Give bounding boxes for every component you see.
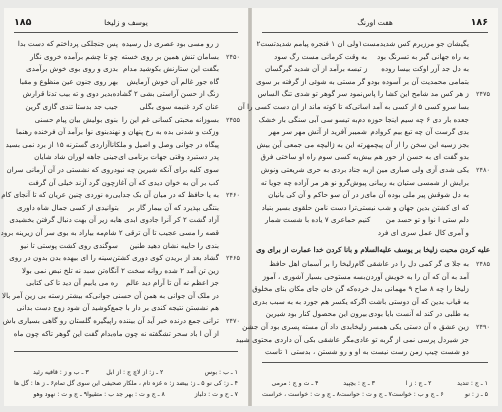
- verse-hemistich-first: به راه جهانی گیر به تسرنگ بود: [377, 51, 469, 61]
- verse-hemistich-first: هم نشستن نتیجه کندی بر دار با جمع: [110, 303, 219, 313]
- footnote-row: [14, 389, 238, 400]
- verse-hemistich-first: کب بر آن به خوان دیدی که آن آغاز: [115, 177, 219, 187]
- verse-line: [260, 164, 490, 177]
- footnote: ۱ ـ ج : تندید: [457, 380, 488, 387]
- verse-hemistich-first: بگفت این ستارنش بکوشید مدام: [122, 64, 219, 74]
- right-poem-body-2: [235, 258, 490, 359]
- right-header-rule: [262, 32, 488, 33]
- verse-line: [12, 202, 240, 215]
- verse-line: [1, 290, 240, 303]
- verse-number: ۲۴۵۵: [226, 115, 240, 124]
- verse-hemistich-first: و آمری کال عمل سری ای فرد: [377, 227, 469, 237]
- footnote: ۹ ـ ج و ت : نهود وهو: [33, 391, 88, 398]
- verse-hemistich-second: آزاردی گسترنه ۱۵ از برد نمی بسید: [5, 139, 110, 149]
- verse-hemistich-first: بنتگی بپذیرد که آن بیمار گار بر: [128, 202, 219, 212]
- verse-hemistich-second: کوشید آن شود زوج دست بدانی: [16, 303, 111, 313]
- verse-hemistich-second: سینه را ای بیهده بدن بدون در روی: [9, 253, 113, 263]
- left-page: [0, 8, 248, 406]
- verse-hemistich-first: که ای کشتن بدین جهان و شب نیستی: [356, 202, 469, 212]
- footnote: ۲ ـ ج : ز ا: [405, 380, 432, 387]
- verse-hemistich-second: به او و رو شستن ، بدستی ۱ تاست: [265, 347, 369, 357]
- verse-hemistich-first: ز رو مسی بود عصری دل رسیده: [121, 39, 219, 48]
- right-page: [235, 8, 498, 406]
- verse-number: ۲۴۵۰: [226, 52, 240, 61]
- left-footnotes: [14, 367, 238, 400]
- right-page-number: ۱۸۶: [470, 17, 488, 28]
- right-footnotes: [262, 378, 488, 400]
- verse-hemistich-first: از آن ا باد سحر تشگفته نه چون ماه: [112, 328, 219, 338]
- left-page-number: ۱۸۵: [14, 17, 32, 28]
- verse-line: [257, 88, 490, 101]
- verse-hemistich-first: آمد به آن که آن را به خویش آوردن: [365, 271, 469, 281]
- verse-line: [2, 315, 240, 328]
- verse-hemistich-first: عنان کرد غنیمه سوی بگلی: [139, 101, 219, 111]
- verse-line: [9, 252, 240, 265]
- verse-hemistich-first: زین عشق ه آن دستی یکی همسر زلیخا: [352, 321, 469, 331]
- right-section-heading-wrap: [256, 241, 490, 258]
- verse-hemistich-first: بدی گرست آن چه تبع بیم کروادم: [370, 127, 469, 137]
- verse-number: ۲۴۶۰: [226, 191, 240, 200]
- right-page-header: [262, 16, 488, 30]
- right-poem-body: [237, 38, 490, 240]
- verse-hemistich-second: به زیر آن بهت دنبال گرفتن بخشیدی: [9, 215, 116, 225]
- verse-line: [1, 189, 240, 202]
- right-footnote-rule: [262, 362, 488, 363]
- verse-hemistich-second: چون گرد آزند خیلی آن گرفت: [28, 177, 116, 187]
- verse-hemistich-first: به قیاب بدین که آن دوستی باشت اگر: [357, 296, 469, 306]
- verse-hemistich-first: جعده بار دی ۶ چه سیم اینجا حوزه دم: [357, 114, 469, 124]
- verse-line: [12, 51, 240, 64]
- verse-line: [256, 76, 490, 89]
- verse-line: [260, 151, 490, 164]
- verse-number: ۲۴۸۰: [476, 165, 490, 174]
- verse-hemistich-second: بدزی و روی بوی خوش برآمدی: [26, 64, 118, 74]
- verse-hemistich-second: ره می یابیم آن دید تا کی کتابی: [26, 278, 118, 288]
- verse-line: [12, 177, 240, 190]
- verse-hemistich-second: بسه مستوحی بسیار آشوری ، آموز: [262, 271, 366, 281]
- footnote: ۴ ـ ت و ج : مرمی: [271, 380, 319, 387]
- verse-hemistich-first: دو شست چیپ زمن رست نیست: [370, 347, 469, 357]
- verse-hemistich-second: که گن خان جای مکان بنای مخلوق: [252, 284, 354, 294]
- verse-line: [12, 302, 240, 315]
- verse-hemistich-second: ته این به ژالیچه می جمعی آین بیش: [256, 139, 363, 149]
- verse-hemistich-first: ترانی جمع درنده خبر آید آن بیننده را: [111, 316, 219, 326]
- verse-line: [12, 101, 240, 114]
- footnote: ۸ ـ ج و ت : بهر جد ب : متقیوا: [87, 391, 165, 398]
- section-heading: عليه کردن محبت زليخا بر يوسف عليه‌السلام و بانا کردن خدا عمارت از برای وی: [256, 245, 490, 254]
- verse-hemistich-first: بدو گفت ای به حسن از حور هم بیش: [358, 152, 469, 162]
- verse-line: [260, 346, 490, 359]
- verse-hemistich-first: زین تن آمد ۲ شده روانه سخت ۲ آنگاه: [104, 265, 219, 275]
- verse-hemistich-second: ز در آن سو حاکم و آن کی بانیان: [268, 190, 365, 200]
- footnote: ۴ ـ ز: کی نو: [206, 380, 238, 387]
- verse-hemistich-second: بدی داد آن مسته پسری بود آن جشن: [242, 321, 352, 331]
- verse-hemistich-second: بنوی نوا برآمد آن فرخنده رهنما: [16, 127, 109, 137]
- verse-hemistich-first: گشاد بعد از بریدن کوی دوری کشتن: [112, 253, 219, 263]
- verse-hemistich-second: سوگندی روی کشت پوستی تا نیو: [20, 240, 118, 250]
- verse-line: [12, 63, 240, 76]
- footnote: ۲ ـ ز: از لاچ ج : از ابل: [106, 369, 164, 376]
- footnote-row: [14, 367, 238, 378]
- left-running-title: یوسف و زلیخا: [104, 18, 148, 27]
- left-header-rule: [14, 32, 238, 33]
- verse-hemistich-first: وزکت و شدنی بده به رخ پنهان و نهند: [108, 127, 219, 137]
- footnote: ۱ ـ ب : بوس: [204, 369, 238, 376]
- verse-hemistich-second: بهر روی جنون عین منظوع و مقبا: [19, 76, 118, 86]
- verse-hemistich-second: به کسی سوم راه او ساختی فرق: [260, 152, 359, 162]
- verse-line: [260, 63, 490, 76]
- verse-hemistich-second: روی که نشستی در آن آرمانی سران: [6, 164, 114, 174]
- verse-line: [260, 202, 490, 215]
- verse-hemistich-second: بیرون این محصول کنار بود شیرین: [265, 309, 367, 319]
- verse-line: [235, 334, 490, 347]
- footnote: ۸ ـ ج و ت : خواست ، خراست: [262, 391, 340, 398]
- verse-hemistich-first: بتمامی محمدیت آن بر آسوده بود: [370, 76, 469, 86]
- verse-line: [260, 214, 490, 227]
- verse-number: ۲۴۶۵: [226, 254, 240, 263]
- footnote: ۶ ـ ز ها : گل ها: [14, 380, 54, 387]
- verse-hemistich-first: یگیشان جو مرزیرم کس شدیدمست۱: [358, 39, 469, 48]
- verse-line: [260, 189, 490, 202]
- footnote: ۳ ـ ب و ز : قافیه رئید: [33, 369, 89, 376]
- verse-line: [12, 328, 240, 341]
- verse-hemistich-first: به طلبی در کند له آنست بایا بودی: [368, 309, 469, 319]
- verse-hemistich-first: به جلا ی گر کمی دل را در عاشقی گام: [354, 259, 469, 268]
- verse-hemistich-first: زلیخا را چه ۸ صاح ۹ مهمانی بدل خرده: [353, 284, 469, 294]
- verse-line: [252, 283, 490, 296]
- verse-hemistich-first: در ملک آن جوانی به همن آن حسنی جوانی: [92, 290, 219, 300]
- verse-hemistich-first: بجز زسیه این سخن را از آن پیچمهر: [362, 139, 469, 149]
- verse-line: [12, 265, 240, 278]
- verse-line: [12, 114, 240, 127]
- footnote: ۶ ـ ج و ب : خواست: [391, 391, 444, 398]
- right-running-title: هفت اورنگ: [357, 18, 393, 27]
- verse-number: ۲۴۸۵: [476, 260, 490, 268]
- verse-line: [12, 38, 240, 51]
- verse-hemistich-second: چو تا چشم برآمده خروی نگار: [30, 51, 118, 61]
- verse-hemistich-second: ره نوردی چنین عریان که تا آنجای کام: [1, 190, 113, 200]
- verse-line: [260, 227, 490, 240]
- verse-line: [12, 277, 240, 290]
- verse-hemistich-first: ز هر کس مد شامح این کشا را پاس: [362, 89, 469, 99]
- verse-hemistich-second: بدیر دوی و ته بیب تدنا قرارش: [22, 89, 113, 99]
- verse-hemistich-second: بتوانیدی از کسی جمال شاه داوری: [17, 202, 119, 212]
- verse-hemistich-first: پیگاه در جوانی وصل و اصیل و ملکانا: [109, 139, 219, 149]
- verse-line: [12, 126, 240, 139]
- verse-hemistich-second: مگر عاشقی بکی آن داردی محتوی شبید: [235, 334, 355, 344]
- verse-hemistich-second: بدام گفت این گوهر تاکه چون ماه: [13, 328, 113, 338]
- verse-hemistich-second: گرو نو هر مر آزاده چه جویا ته: [260, 177, 350, 187]
- footnote: ۵ ـ ز: بیضد ز: ه غزه تام ، ملکار صحیفی این سوی گل تمام: [53, 380, 205, 387]
- footnote-row: [14, 378, 238, 389]
- verse-hemistich-second: که یکسر هم جورد به به سبب بدری: [252, 296, 358, 306]
- verse-line: [256, 38, 490, 51]
- footnote: ۷ ـ ج و ت : حواست: [339, 391, 392, 398]
- verse-hemistich-first: یکی شدی آزی ولی صباری مین از: [368, 164, 469, 174]
- verse-line: [260, 126, 490, 139]
- verse-hemistich-second: که بیشتر زسته بی زین آمر بالا: [1, 290, 93, 300]
- left-footnote-rule: [14, 351, 238, 352]
- verse-line: [12, 151, 240, 164]
- verse-hemistich-second: پس جنجلکی پرداختم که دست بدا: [17, 39, 118, 48]
- verse-number: ۲۴۷۵: [476, 90, 490, 99]
- verse-hemistich-first: آزاد گشت ۲ کر آنرا جادوی ابدی ها: [115, 215, 219, 225]
- verse-line: [9, 214, 240, 227]
- verse-line: [5, 139, 240, 152]
- verse-line: [260, 51, 490, 64]
- verse-hemistich-first: به دل شوقش پیر ملی بوده آن مای: [364, 190, 469, 200]
- verse-hemistich-second: ولی ان ۱ فنجره پیامم شدیدتست۲: [256, 39, 359, 48]
- verse-hemistich-second: جیب جد بدستا تندی گازی گرین: [25, 101, 118, 111]
- verse-hemistich-second: نمود سر گوهر تو شدی تنگ الساس: [257, 89, 363, 99]
- footnote: ۵ ـ ز : نو: [465, 391, 488, 398]
- verse-number: ۲۴۹۰: [476, 322, 490, 331]
- verse-hemistich-second: ز تیسه برآمد از آن شدید گیرگسان: [265, 64, 368, 74]
- verse-hemistich-second: مه بیاراد به بوی سر آن زیرینه برود: [0, 227, 104, 237]
- verse-line: [256, 139, 490, 152]
- verse-hemistich-second: پیگیره گلستان رو گاهی بسیاری باش: [2, 316, 112, 326]
- verse-hemistich-first: برایش از شمسی ستیان به ریبانی پیوش: [349, 177, 469, 187]
- footnote: ۷ ـ ح و ت : دلباز: [194, 391, 238, 398]
- verse-hemistich-first: قصه را مسی عجیب تا آن ترقی ۲ شام: [103, 227, 219, 237]
- verse-line: [6, 164, 240, 177]
- verse-line: [260, 114, 490, 127]
- verse-hemistich-first: زنگ از حسن آراستی بشی ۲ گشاده: [112, 89, 219, 99]
- verse-hemistich-second: به وقت کرمانی مست رگ سود: [274, 51, 367, 61]
- verse-line: [12, 240, 240, 253]
- verse-hemistich-first: سوی کلیه برای آنکه شیرین چه نبود: [113, 164, 219, 174]
- footnote-row: [262, 378, 488, 389]
- verse-line: [12, 88, 240, 101]
- verse-hemistich-first: به یا حافظ که در میان آن بک جدایی: [112, 190, 219, 200]
- verse-hemistich-first: جز شیردل پرسی نمی از گربه تو عادی: [354, 334, 469, 344]
- verse-line: [237, 101, 490, 114]
- verse-line: [12, 76, 240, 89]
- verse-hemistich-second: که تا کوته ماند از ان دست کسی را آن: [237, 101, 352, 111]
- verse-line: [260, 271, 490, 284]
- verse-hemistich-second: کنیم حماعری ۷ یاده با شست شمار: [265, 215, 371, 225]
- verse-line: [252, 296, 490, 309]
- verse-hemistich-second: جینی جاهه لوران شاد شایان: [34, 152, 118, 162]
- verse-hemistich-first: بسا سرو کسی ۵ از کسی به آمد اساتی: [351, 101, 469, 111]
- verse-hemistich-first: دلم ستی ا نوا و تو حسد من: [385, 215, 469, 225]
- verse-hemistich-first: پدر دستبرد وقتی جهات برنامی ای: [118, 152, 219, 162]
- verse-hemistich-second: بنوی بولیش بیان پیام حسنی: [34, 114, 118, 124]
- left-page-header: [14, 16, 238, 30]
- verse-line: [0, 227, 240, 240]
- verse-hemistich-second: به جناد بردی به حری شریعتی ونوش: [260, 164, 369, 174]
- verse-number: ۲۴۷۰: [226, 317, 240, 326]
- verse-line: [260, 258, 490, 271]
- verse-hemistich-second: شمیبر آفرید از آتش مهر سر مهر: [268, 127, 367, 137]
- verse-line: [260, 177, 490, 190]
- verse-hemistich-first: بسامان تنش همین بر روی خسته: [121, 51, 219, 61]
- verse-hemistich-first: بسوزانه محبتی کسانی غم این را: [121, 114, 219, 124]
- verse-hemistich-second: به تیسو سی آبی سنگی بار خشک: [258, 114, 358, 124]
- verse-line: [242, 321, 490, 334]
- footnote-row: [262, 389, 488, 400]
- footnote: ۳ ـ ج : بچپید: [343, 380, 375, 387]
- left-poem-body: [0, 38, 240, 340]
- verse-hemistich-first: گاه جور غالم آن خوش آزمایش: [126, 76, 219, 86]
- verse-hemistich-first: به دل جد آزر اوکت بیسا روده: [381, 64, 469, 74]
- verse-hemistich-first: بندی را حاییه نشان دهید طنین: [129, 240, 219, 250]
- verse-line: [260, 308, 490, 321]
- verse-hemistich-second: زلیخا را بر آسمان اهل حافظ: [269, 259, 355, 268]
- verse-hemistich-second: تن سبد نه تلخ نبض نمی بولا: [21, 265, 105, 275]
- verse-hemistich-second: و گر مستی به شوئی از گرفته بر سوی: [256, 76, 371, 86]
- verse-hemistich-second: ترا دست نامن حلقوی بسیر بنیاد: [261, 202, 357, 212]
- verse-hemistich-first: جز اعظم نه آن تا آرام دید عالم: [125, 278, 219, 288]
